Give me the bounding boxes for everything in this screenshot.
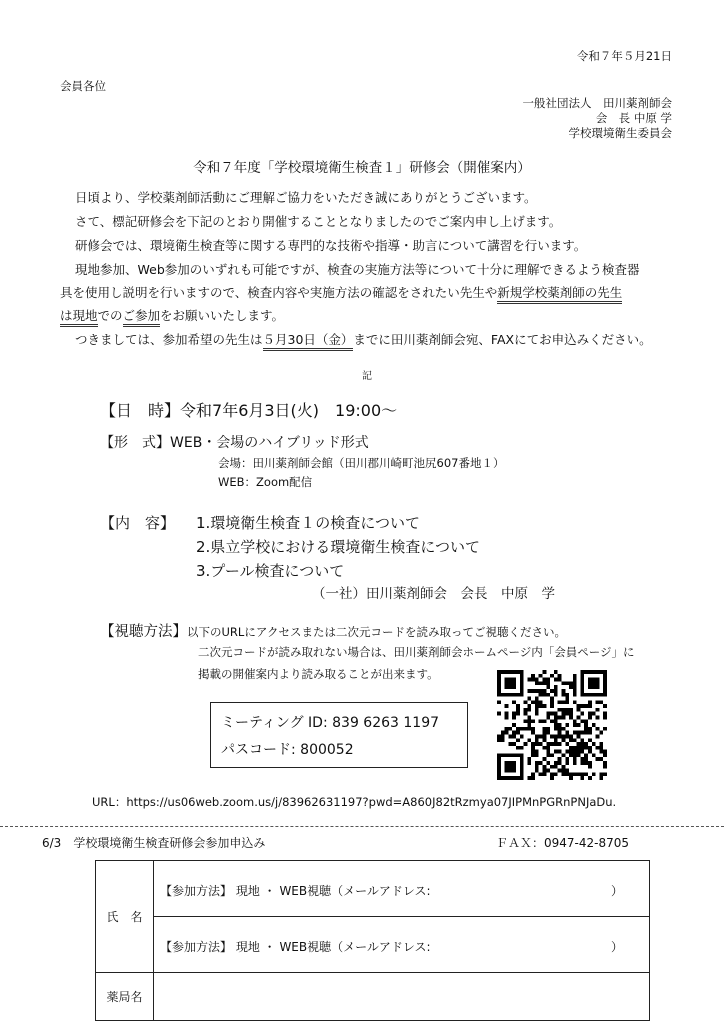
document-date: 令和７年５月21日 [576, 49, 672, 63]
form-pharmacy-input[interactable] [154, 973, 650, 1021]
viewing-label: 【視聴方法】 [100, 624, 187, 640]
content-item-1: 1.環境衛生検査１の検査について [196, 514, 421, 532]
viewing-line-1: 以下のURLにアクセスまたは二次元コードを読み取ってご視聴ください。 [187, 625, 566, 639]
application-form [95, 860, 650, 1021]
viewing-line-3: 掲載の開催案内より読み取ることが出来ます。 [198, 667, 439, 681]
schedule-value: 令和7年6月3日(火) 19:00〜 [180, 401, 398, 420]
body-text: つきましては、参加希望の先生は [75, 332, 263, 347]
body-text: までに田川薬剤師会宛、FAXにてお申込みください。 [353, 332, 652, 347]
form-option-text: 【参加方法】 現地 ・ WEB視聴（メールアドレス: [160, 884, 431, 898]
body-paragraph-2: さて、標記研修会を下記のとおり開催することとなりましたのでご案内申し上げます。 [75, 214, 562, 229]
meeting-info-box [210, 702, 468, 768]
underlined-text: は現地 [60, 308, 98, 327]
format-value: WEB・会場のハイブリッド形式 [170, 435, 369, 451]
form-pharmacy-label: 薬局名 [96, 973, 154, 1021]
body-text: をお願いいたします。 [160, 308, 285, 323]
content-label: 【内 容】 [100, 514, 176, 532]
body-paragraph-4-line-1: 現地参加、Web参加のいずれも可能ですが、検査の実施方法等について十分に理解できるよう検査器 [75, 262, 640, 277]
qr-code-icon[interactable] [497, 670, 607, 780]
form-heading: 6/3 学校環境衛生検査研修会参加申込み [42, 836, 266, 850]
body-paragraph-4-line-3 [60, 306, 284, 324]
form-option-cell-2[interactable] [154, 917, 650, 973]
ki-heading: 記 [362, 371, 372, 382]
body-text: での [97, 308, 123, 323]
underlined-text: ご参加 [123, 308, 161, 327]
body-paragraph-1: 日頃より、学校薬剤師活動にご理解ご協力をいただき誠にありがとうございます。 [75, 190, 537, 205]
form-option-cell-1[interactable] [154, 861, 650, 917]
body-paragraph-5 [75, 330, 652, 348]
form-fax: ＦＡＸ：0947-42-8705 [496, 836, 630, 850]
format-venue: 会場：田川薬剤師会館（田川郡川崎町池尻607番地１） [218, 456, 505, 470]
body-paragraph-4-line-2 [60, 283, 622, 301]
form-close-paren: ） [610, 940, 623, 954]
meeting-id: ミーティング ID: 839 6263 1197 [221, 715, 440, 731]
schedule-row [100, 398, 397, 421]
viewing-line-2: 二次元コードが読み取れない場合は、田川薬剤師会ホームページ内「会員ページ」に [198, 645, 635, 659]
format-label: 【形 式】 [100, 435, 170, 451]
form-name-label: 氏 名 [96, 861, 154, 973]
cut-line-divider [0, 826, 724, 827]
sender-president: 会 長 中原 学 [595, 111, 672, 125]
form-close-paren: ） [610, 884, 623, 898]
body-paragraph-3: 研修会では、環境衛生検査等に関する専門的な技術や指導・助言について講習を行います。 [75, 238, 587, 253]
content-item-3: 3.プール検査について [196, 562, 345, 580]
body-text: 具を使用し説明を行いますので、検査内容や実施方法の確認をされたい先生や [60, 285, 498, 300]
format-row [100, 432, 369, 452]
meeting-url[interactable]: URL：https://us06web.zoom.us/j/83962631197?pwd=A860J82tRzmya07JIPMnPGRnPNJaDu. [92, 795, 617, 809]
form-option-text: 【参加方法】 現地 ・ WEB視聴（メールアドレス: [160, 940, 431, 954]
sender-org: 一般社団法人 田川薬剤師会 [522, 96, 672, 110]
content-item-2: 2.県立学校における環境衛生検査について [196, 538, 481, 556]
deadline: ５月30日（金） [263, 332, 354, 351]
sender-committee: 学校環境衛生委員会 [568, 126, 672, 140]
page-title: 令和７年度「学校環境衛生検査１」研修会（開催案内） [193, 160, 531, 176]
meeting-passcode: パスコード: 800052 [221, 742, 354, 758]
underlined-text: 新規学校薬剤師の先生 [497, 285, 622, 304]
recipient: 会員各位 [60, 79, 106, 93]
viewing-row [100, 620, 566, 641]
schedule-label: 【日 時】 [100, 401, 181, 420]
content-speaker: （一社）田川薬剤師会 会長 中原 学 [312, 586, 555, 602]
format-web: WEB：Zoom配信 [218, 475, 313, 489]
